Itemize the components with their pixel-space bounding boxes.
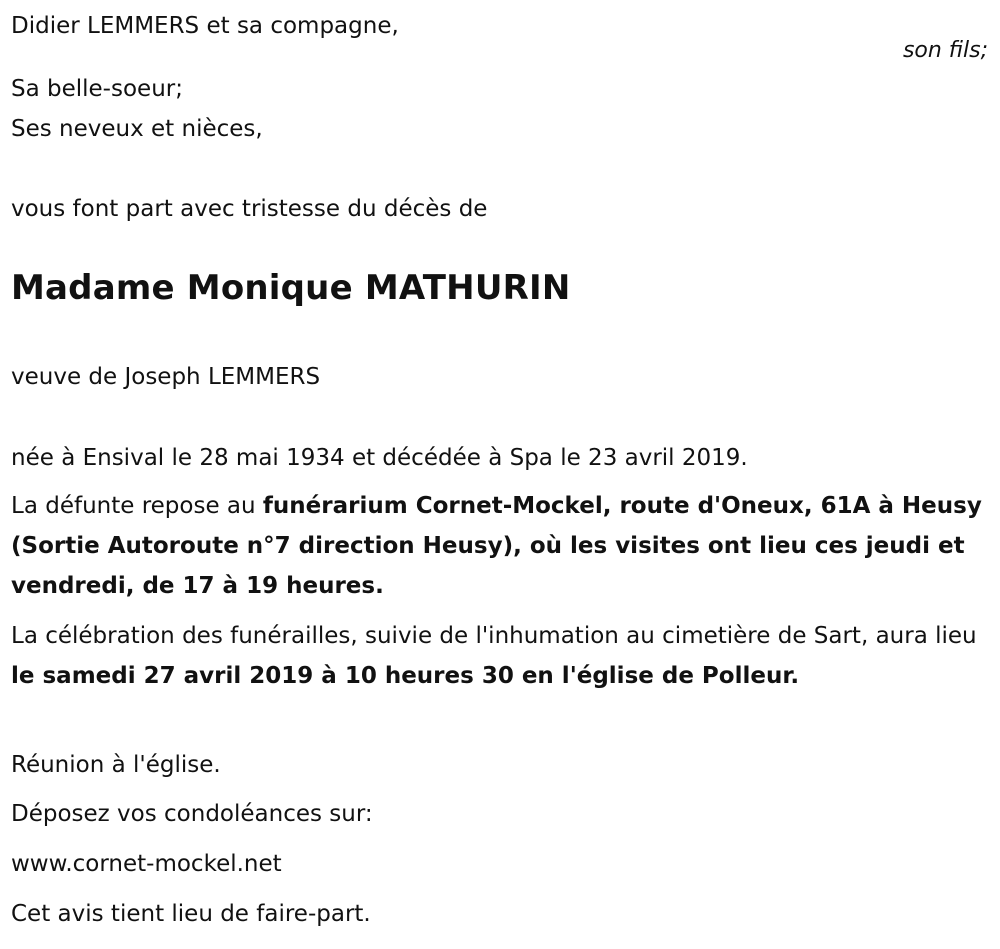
rest-prefix: La défunte repose au [11, 493, 263, 519]
rest-paragraph [11, 486, 986, 606]
meeting-text: Réunion à l'église. [11, 752, 221, 778]
birth-death-text: née à Ensival le 28 mai 1934 et décédée à Spa le 23 avril 2019. [11, 445, 748, 471]
widow-of-text: veuve de Joseph LEMMERS [11, 364, 321, 390]
closing-text: Cet avis tient lieu de faire-part. [11, 901, 371, 927]
family-line-son: Didier LEMMERS et sa compagne, [11, 13, 399, 39]
announcement-text: vous font part avec tristesse du décès de [11, 196, 488, 222]
ceremony-paragraph [11, 616, 986, 696]
family-role-son: son fils; [902, 38, 988, 63]
website-link[interactable]: www.cornet-mockel.net [11, 851, 282, 877]
ceremony-prefix: La célébration des funérailles, suivie de l'inhumation au cimetière de Sart, aura lieu [11, 623, 977, 649]
rest-details: funérarium Cornet-Mockel, route d'Oneux, 61A à Heusy (Sortie Autoroute n°7 direction Heusy), où les visites ont lieu ces jeudi et vendredi, de 17 à 19 heures. [11, 493, 982, 599]
family-line-nephews: Ses neveux et nièces, [11, 116, 263, 142]
condolences-label: Déposez vos condoléances sur: [11, 801, 373, 827]
family-line-sister-in-law: Sa belle-soeur; [11, 76, 183, 102]
deceased-name: Madame Monique MATHURIN [11, 268, 571, 308]
ceremony-details: le samedi 27 avril 2019 à 10 heures 30 en l'église de Polleur. [11, 663, 800, 689]
